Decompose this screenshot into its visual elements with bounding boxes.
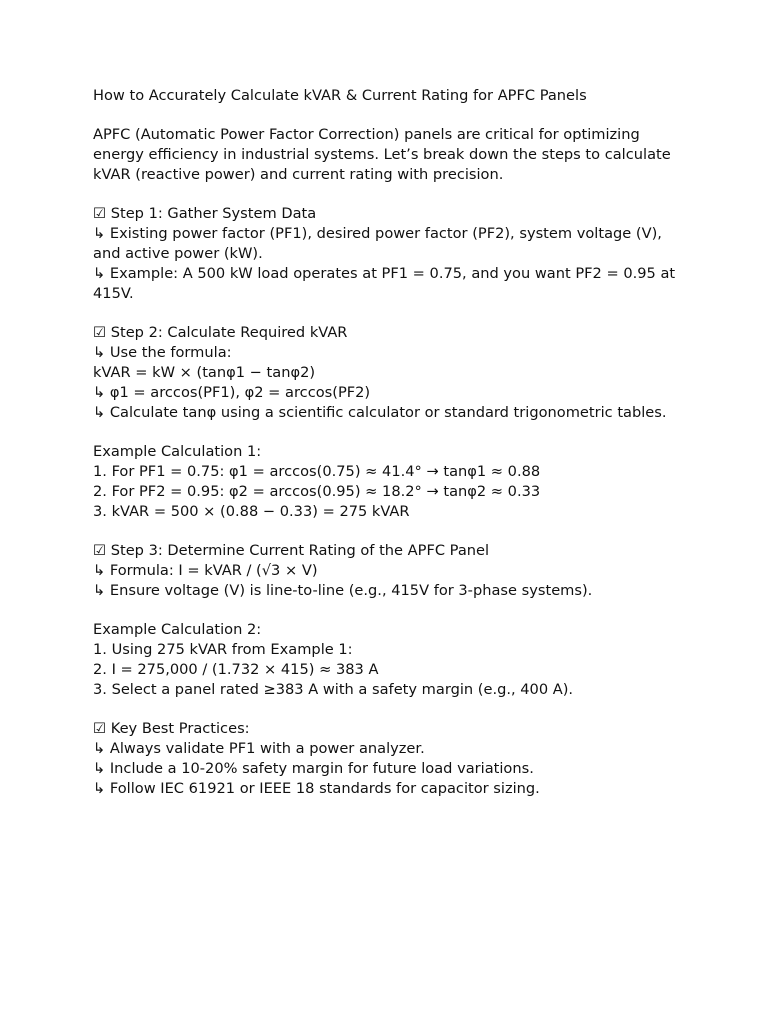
spacer — [93, 601, 693, 620]
document-title: How to Accurately Calculate kVAR & Current Rating for APFC Panels — [93, 87, 587, 104]
example1-line: 2. For PF2 = 0.95: φ2 = arccos(0.95) ≈ 18.2° → tanφ2 ≈ 0.33 — [93, 483, 541, 500]
example1-line: 1. For PF1 = 0.75: φ1 = arccos(0.75) ≈ 41.4° → tanφ1 ≈ 0.88 — [93, 463, 541, 480]
example2-line: 2. I = 275,000 / (1.732 × 415) ≈ 383 A — [93, 661, 379, 678]
document-body — [93, 86, 693, 799]
step2-line: ↳ φ1 = arccos(PF1), φ2 = arccos(PF2) — [93, 384, 371, 401]
spacer — [93, 185, 693, 204]
practices-heading: ☑ Key Best Practices: — [93, 720, 250, 737]
step2-line: ↳ Use the formula: — [93, 344, 232, 361]
practices-item: ↳ Always validate PF1 with a power analyzer. — [93, 740, 425, 757]
step1-line: ↳ Example: A 500 kW load operates at PF1 = 0.75, and you want PF2 = 0.95 at 415V. — [93, 265, 676, 302]
example2-line: 1. Using 275 kVAR from Example 1: — [93, 641, 353, 658]
step3-heading: ☑ Step 3: Determine Current Rating of the APFC Panel — [93, 542, 490, 559]
spacer — [93, 304, 693, 323]
practices-item: ↳ Follow IEC 61921 or IEEE 18 standards for capacitor sizing. — [93, 780, 540, 797]
example2-line: 3. Select a panel rated ≥383 A with a safety margin (e.g., 400 A). — [93, 681, 574, 698]
example1-line: 3. kVAR = 500 × (0.88 − 0.33) = 275 kVAR — [93, 503, 410, 520]
example1-heading: Example Calculation 1: — [93, 443, 262, 460]
step2-line: ↳ Calculate tanφ using a scientific calculator or standard trigonometric tables. — [93, 404, 667, 421]
step3-line: ↳ Formula: I = kVAR / (√3 × V) — [93, 562, 318, 579]
spacer — [93, 106, 693, 125]
practices-item: ↳ Include a 10-20% safety margin for future load variations. — [93, 760, 534, 777]
spacer — [93, 700, 693, 719]
step1-heading: ☑ Step 1: Gather System Data — [93, 205, 317, 222]
step2-heading: ☑ Step 2: Calculate Required kVAR — [93, 324, 348, 341]
spacer — [93, 423, 693, 442]
spacer — [93, 522, 693, 541]
example2-heading: Example Calculation 2: — [93, 621, 262, 638]
intro-paragraph: APFC (Automatic Power Factor Correction) panels are critical for optimizing energy efficiency in industrial systems. Let’s break down the steps to calculate kVAR (reactive power) and current rating with precision. — [93, 126, 671, 183]
step1-line: ↳ Existing power factor (PF1), desired power factor (PF2), system voltage (V), and active power (kW). — [93, 225, 662, 262]
step2-formula: kVAR = kW × (tanφ1 − tanφ2) — [93, 364, 316, 381]
step3-line: ↳ Ensure voltage (V) is line-to-line (e.g., 415V for 3-phase systems). — [93, 582, 593, 599]
